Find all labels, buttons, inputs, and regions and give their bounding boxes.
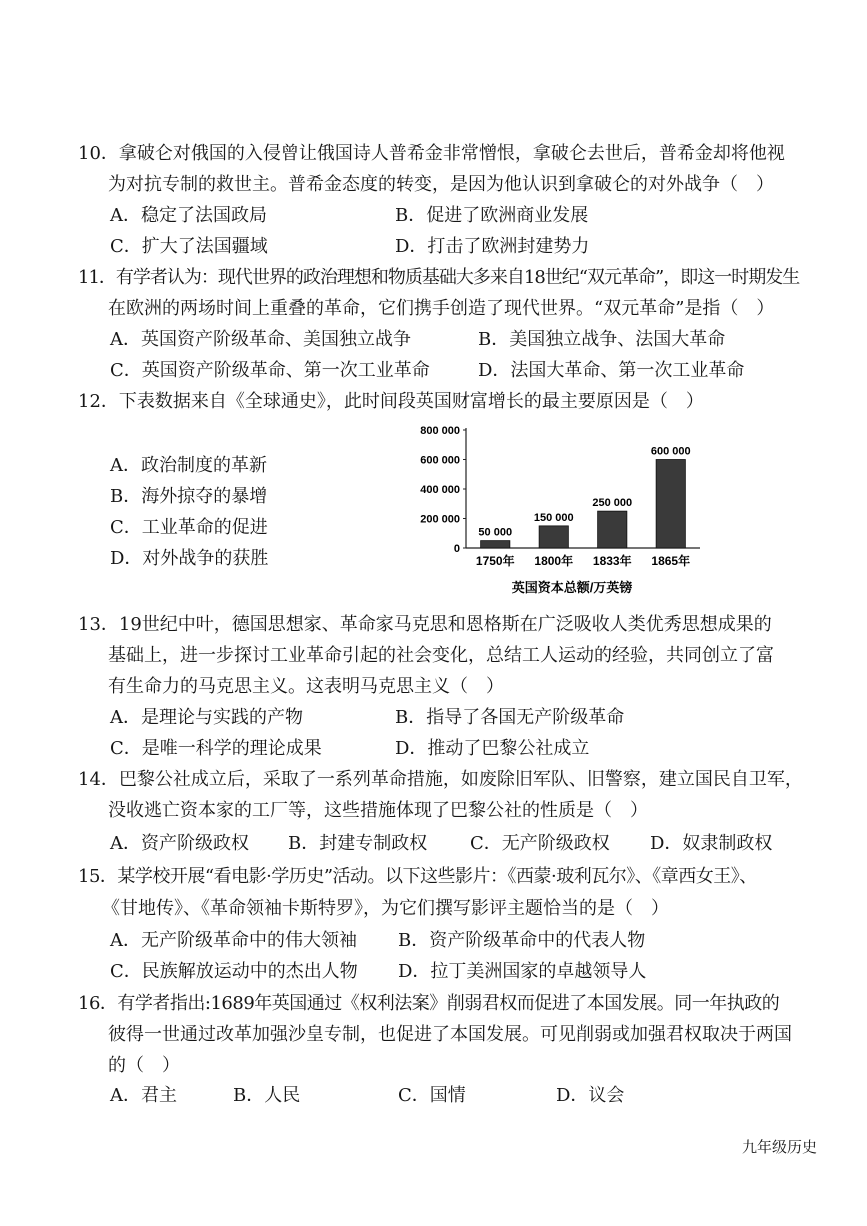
q14-stem-line2: 没收逃亡资本家的工厂等，这些措施体现了巴黎公社的性质是（ ） <box>108 800 648 821</box>
x-axis-labels <box>476 553 690 568</box>
q12-option-c: C．工业革命的促进 <box>110 517 268 538</box>
q13-option-d: D．推动了巴黎公社成立 <box>395 738 590 759</box>
page-footer-subject: 九年级历史 <box>741 1138 817 1156</box>
q11-option-d: D．法国大革命、第一次工业革命 <box>478 360 745 381</box>
q14-option-d: D．奴隶制政权 <box>650 833 773 854</box>
q15-option-d: D．拉丁美洲国家的卓越领导人 <box>398 961 647 982</box>
bars-group <box>478 446 690 549</box>
q13-option-b: B．指导了各国无产阶级革命 <box>395 707 625 728</box>
bar-1865年 <box>656 460 685 549</box>
q11-option-a: A．英国资产阶级革命、美国独立战争 <box>110 329 411 350</box>
bar-value-label: 150 000 <box>533 511 574 524</box>
q16-stem-line3: 的（ ） <box>108 1055 180 1076</box>
bar-1750年 <box>481 541 510 548</box>
q14-option-b: B．封建专制政权 <box>288 833 428 854</box>
q13-option-c: C．是唯一科学的理论成果 <box>110 738 322 759</box>
q15-option-a: A．无产阶级革命中的伟大领袖 <box>110 930 357 951</box>
q14-stem-line1: 14．巴黎公社成立后，采取了一系列革命措施，如废除旧军队、旧警察，建立国民自卫军， <box>78 769 803 790</box>
bar-1800年 <box>539 526 568 548</box>
q14-option-a: A．资产阶级政权 <box>110 833 249 854</box>
chart-title: 英国资本总额/万英镑 <box>511 580 633 595</box>
q12-option-d: D．对外战争的获胜 <box>110 548 269 569</box>
bar-value-label: 600 000 <box>650 445 691 458</box>
q16-stem-line1: 16．有学者指出:1689年英国通过《权利法案》削弱君权而促进了本国发展。同一年执政的 <box>78 993 780 1014</box>
y-tick-label: 800 000 <box>420 425 460 437</box>
q10-stem-line2: 为对抗专制的救世主。普希金态度的转变，是因为他认识到拿破仑的对外战争（ ） <box>108 174 774 195</box>
y-tick-label: 600 000 <box>420 454 460 467</box>
q10-stem-line1: 10．拿破仑对俄国的入侵曾让俄国诗人普希金非常憎恨，拿破仑去世后，普希金却将他视 <box>78 143 785 164</box>
q15-option-b: B．资产阶级革命中的代表人物 <box>398 930 646 951</box>
bar-1833年 <box>598 511 627 548</box>
capital-bar-chart <box>400 418 710 600</box>
q10-option-a: A．稳定了法国政局 <box>110 205 267 226</box>
q10-option-b: B．促进了欧洲商业发展 <box>395 205 589 226</box>
q15-stem-line2: 《甘地传》、《革命领袖卡斯特罗》，为它们撰写影评主题恰当的是（ ） <box>102 898 669 919</box>
q16-stem-line2: 彼得一世通过改革加强沙皇专制，也促进了本国发展。可见削弱或加强君权取决于两国 <box>108 1024 792 1045</box>
q16-option-b: B．人民 <box>233 1085 301 1106</box>
q11-stem-line1: 11．有学者认为：现代世界的政治理想和物质基础大多来自18世纪“双元革命”，即这一时期发生 <box>78 267 800 288</box>
q11-option-b: B．美国独立战争、法国大革命 <box>478 329 726 350</box>
q11-option-c: C．英国资产阶级革命、第一次工业革命 <box>110 360 430 381</box>
q10-option-c: C．扩大了法国疆域 <box>110 236 268 257</box>
q14-option-c: C．无产阶级政权 <box>470 833 610 854</box>
q13-stem-line1: 13．19世纪中叶，德国思想家、革命家马克思和恩格斯在广泛吸收人类优秀思想成果的 <box>78 614 772 635</box>
q12-option-b: B．海外掠夺的暴增 <box>110 486 268 507</box>
q16-option-d: D．议会 <box>556 1085 625 1106</box>
y-tick-label: 400 000 <box>420 484 460 496</box>
y-tick-label: 0 <box>453 543 460 555</box>
q16-option-c: C．国情 <box>398 1085 466 1106</box>
q16-option-a: A．君主 <box>110 1085 177 1106</box>
q10-option-d: D．打击了欧洲封建势力 <box>395 236 590 257</box>
q12-stem-line1: 12．下表数据来自《全球通史》，此时间段英国财富增长的最主要原因是（ ） <box>78 391 704 412</box>
q15-stem-line1: 15．某学校开展“看电影·学历史”活动。以下这些影片：《西蒙·玻利瓦尔》、《章西女王》、 <box>78 866 757 887</box>
q13-stem-line2: 基础上，进一步探讨工业革命引起的社会变化，总结工人运动的经验，共同创立了富 <box>108 645 774 666</box>
q13-stem-line3: 有生命力的马克思主义。这表明马克思主义（ ） <box>108 676 504 697</box>
x-tick-label: 1750年 <box>475 554 515 568</box>
q12-option-a: A．政治制度的革新 <box>110 455 267 476</box>
bar-value-label: 50 000 <box>478 526 513 539</box>
x-tick-label: 1800年 <box>534 554 574 568</box>
x-tick-label: 1833年 <box>592 554 632 568</box>
y-tick-label: 200 000 <box>420 513 460 526</box>
q13-option-a: A．是理论与实践的产物 <box>110 707 303 728</box>
q15-option-c: C．民族解放运动中的杰出人物 <box>110 961 358 982</box>
x-tick-label: 1865年 <box>651 554 691 568</box>
bar-value-label: 250 000 <box>592 497 633 510</box>
q11-stem-line2: 在欧洲的两场时间上重叠的革命，它们携手创造了现代世界。“双元革命”是指（ ） <box>108 298 775 319</box>
